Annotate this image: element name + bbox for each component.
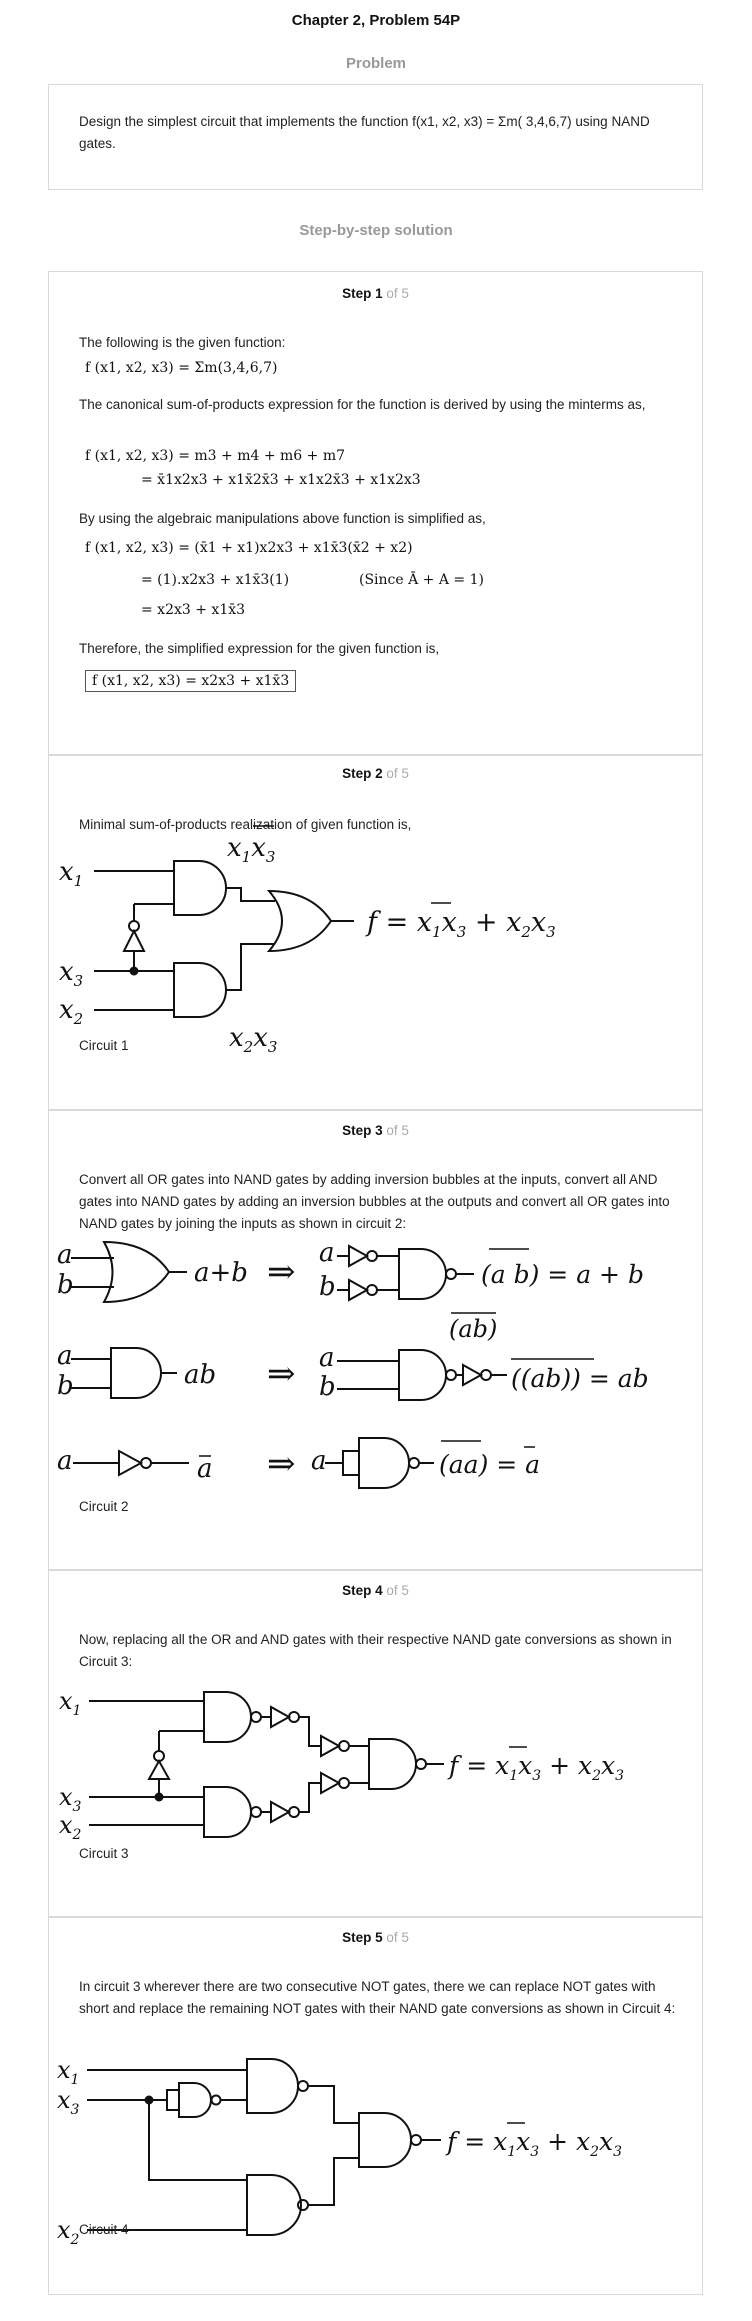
- row1-inv-a: [349, 1246, 367, 1266]
- circuit-1-caption: Circuit 1: [79, 1038, 129, 1053]
- row1-nand: [399, 1249, 446, 1299]
- wire-and1-or: [226, 888, 275, 901]
- c4-nand-1-bubble: [298, 2081, 308, 2091]
- row3-implies: ⇒: [267, 1444, 296, 1484]
- problem-panel: [48, 84, 703, 190]
- row3-a: a: [57, 1446, 73, 1476]
- step-1-heading: [49, 286, 702, 301]
- row1-nand-bubble: [446, 1269, 456, 1279]
- c3-nand-3-bubble: [416, 1759, 426, 1769]
- row2-nand-bubble: [446, 1370, 456, 1380]
- step-2-label: Step 2: [342, 766, 383, 781]
- page-title: Chapter 2, Problem 54P: [291, 12, 461, 29]
- c4-nand-3-bubble: [411, 2135, 421, 2145]
- step-1-panel: [48, 271, 703, 755]
- problem-heading: Problem: [345, 55, 406, 72]
- row2-ab: ab: [184, 1360, 217, 1390]
- step-1-eq-1: f (x1, x2, x3) = Σm(3,4,6,7): [85, 360, 278, 376]
- step-4-label: Step 4: [342, 1583, 383, 1598]
- c3-nand-3: [369, 1739, 416, 1789]
- row2-and: [111, 1348, 161, 1398]
- row2-inv: [463, 1365, 481, 1385]
- step-4-panel: [48, 1570, 703, 1917]
- row2-b2: b: [319, 1372, 336, 1402]
- step-1-text-2: The canonical sum-of-products expression for the function is derived by using the minterms as,: [79, 397, 646, 412]
- row2-a2: a: [319, 1343, 335, 1373]
- circuit-4-caption: Circuit 4: [79, 2222, 129, 2237]
- row1-b2: b: [319, 1272, 336, 1302]
- wire-and2-or: [226, 944, 275, 990]
- row2-implies: ⇒: [267, 1354, 296, 1394]
- step-1-eq-3b: = (1).x2x3 + x1x̄3(1): [141, 572, 290, 588]
- c3-inv-2: [271, 1707, 289, 1727]
- row3-inv: [119, 1451, 141, 1475]
- step-2-of: of 5: [386, 766, 409, 781]
- step-2-text: Minimal sum-of-products realization of given function is,: [79, 817, 412, 832]
- label-x1: $x_1$: [59, 857, 84, 890]
- step-3-panel: [48, 1110, 703, 1570]
- circuit-4-diagram: [49, 1918, 704, 2296]
- c4-nand-2: [247, 2175, 301, 2235]
- row3-abar: a: [197, 1454, 213, 1484]
- step-1-eq-4-boxed: f (x1, x2, x3) = x2x3 + x1x̄3: [85, 670, 296, 692]
- row1-or-gate: [104, 1242, 169, 1302]
- label-x2: $x_2$: [59, 995, 84, 1028]
- problem-text: Design the simplest circuit that implements the function f(x1, x2, x3) = Σm( 3,4,6,7) using NAND gates.: [79, 114, 650, 151]
- step-1-text-3: By using the algebraic manipulations above function is simplified as,: [79, 511, 486, 526]
- circuit-3-caption: Circuit 3: [79, 1846, 129, 1861]
- step-1-of: of 5: [386, 286, 409, 301]
- row3-result: (aa) = a: [439, 1450, 541, 1479]
- step-3-text: Convert all OR gates into NAND gates by adding inversion bubbles at the inputs, convert all AND gates into NAND gates by adding an inversion bubbles at the outputs and convert all OR gates into NAND gates by joining the inputs as shown in circuit 2:: [79, 1172, 670, 1231]
- c3-x1: $x_1$: [59, 1687, 82, 1719]
- label-x2x3: $x_2x_3$: [229, 1023, 278, 1056]
- row3-nand-bubble: [409, 1458, 419, 1468]
- label-x1x3bar: $x_1x_3$: [227, 833, 276, 866]
- step-1-eq-2b: = x̄1x2x3 + x1x̄2x̄3 + x1x2x̄3 + x1x2x3: [141, 472, 421, 488]
- or-gate: [269, 891, 331, 951]
- c4-nand-1: [247, 2059, 298, 2113]
- label-x3: $x_3$: [59, 957, 84, 990]
- output-f-1: $f = x_1x_3 + x_2x_3$: [367, 907, 556, 941]
- c4-x3: $x_3$: [57, 2086, 80, 2118]
- row1-b: b: [57, 1270, 74, 1300]
- c3-nand-1-bubble: [251, 1712, 261, 1722]
- c4-nand-2-bubble: [298, 2200, 308, 2210]
- step-1-text-4: Therefore, the simplified expression for the given function is,: [79, 641, 440, 656]
- c3-x3: $x_3$: [59, 1783, 82, 1815]
- c3-nand-2-bubble: [251, 1807, 261, 1817]
- c3-w4: [299, 1783, 321, 1812]
- row3-join: [343, 1451, 359, 1475]
- circuit-1-diagram: [49, 756, 704, 1111]
- c4-nand-3: [359, 2113, 411, 2167]
- step-1-eq-3a: f (x1, x2, x3) = (x̄1 + x1)x2x3 + x1x̄3(x̄2 + x2): [85, 540, 413, 556]
- c4-x1: $x_1$: [57, 2056, 80, 2088]
- row1-inv-b: [349, 1280, 367, 1300]
- step-1-eq-3c: = x2x3 + x1x̄3: [141, 602, 246, 618]
- row3-nand: [359, 1438, 409, 1488]
- row2-mid: (ab): [449, 1315, 498, 1343]
- step-5-of: of 5: [386, 1930, 409, 1945]
- circuit-2-diagram: [49, 1111, 704, 1571]
- row1-a2: a: [319, 1238, 335, 1268]
- step-1-eq-2a: f (x1, x2, x3) = m3 + m4 + m6 + m7: [85, 448, 346, 464]
- step-1-text-1: The following is the given function:: [79, 335, 286, 350]
- c4-nand-inv-bubble: [212, 2096, 221, 2105]
- c3-inv-5: [321, 1773, 339, 1793]
- step-5-panel: [48, 1917, 703, 2295]
- c3-inv-4: [321, 1736, 339, 1756]
- step-3-of: of 5: [386, 1123, 409, 1138]
- c4-w-x3-down: [149, 2100, 247, 2180]
- circuit-2-caption: Circuit 2: [79, 1499, 129, 1514]
- step-4-of: of 5: [386, 1583, 409, 1598]
- step-5-text: In circuit 3 wherever there are two consecutive NOT gates, there we can replace NOT gates with short and replace the remaining NOT gates with their NAND gate conversions as shown in Circuit 4:: [79, 1979, 676, 2016]
- c3-nand-2: [204, 1787, 251, 1837]
- row1-result: (a b) = a + b: [481, 1260, 644, 1289]
- step-1-label: Step 1: [342, 286, 383, 301]
- and-gate-2: [174, 963, 226, 1017]
- c4-w1: [308, 2086, 359, 2123]
- solution-heading: Step-by-step solution: [299, 222, 453, 239]
- step-5-label: Step 5: [342, 1930, 383, 1945]
- c3-w3: [299, 1717, 321, 1746]
- row3-a2: a: [311, 1446, 327, 1476]
- c4-f: $f = x_1x_3 + x_2x_3$: [447, 2127, 623, 2160]
- c4-nand-inv: [179, 2083, 211, 2117]
- inverter-triangle: [124, 931, 144, 951]
- row2-nand: [399, 1350, 446, 1400]
- c3-nand-1: [204, 1692, 251, 1742]
- row2-result: ((ab)) = ab: [511, 1364, 649, 1393]
- c3-f: $f = x_1x_3 + x_2x_3$: [449, 1751, 625, 1784]
- row2-b: b: [57, 1371, 74, 1401]
- step-3-label: Step 3: [342, 1123, 383, 1138]
- row1-implies: ⇒: [267, 1252, 296, 1292]
- circuit-3-diagram: [49, 1571, 704, 1918]
- c3-inv: [149, 1761, 169, 1779]
- step-4-text: Now, replacing all the OR and AND gates with their respective NAND gate conversions as shown in Circuit 3:: [79, 1632, 672, 1669]
- step-2-panel: [48, 755, 703, 1110]
- row1-apb: a+b: [194, 1258, 248, 1288]
- c3-inv-3: [271, 1802, 289, 1822]
- c3-x2: $x_2$: [59, 1811, 82, 1843]
- step-1-eq-3-note: (Since Ā + A = 1): [359, 572, 484, 588]
- c4-x2: $x_2$: [57, 2216, 80, 2248]
- c4-join: [167, 2090, 179, 2110]
- row1-a: a: [57, 1240, 73, 1270]
- c4-w2: [308, 2158, 359, 2205]
- and-gate-1: [174, 861, 226, 915]
- row2-a: a: [57, 1341, 73, 1371]
